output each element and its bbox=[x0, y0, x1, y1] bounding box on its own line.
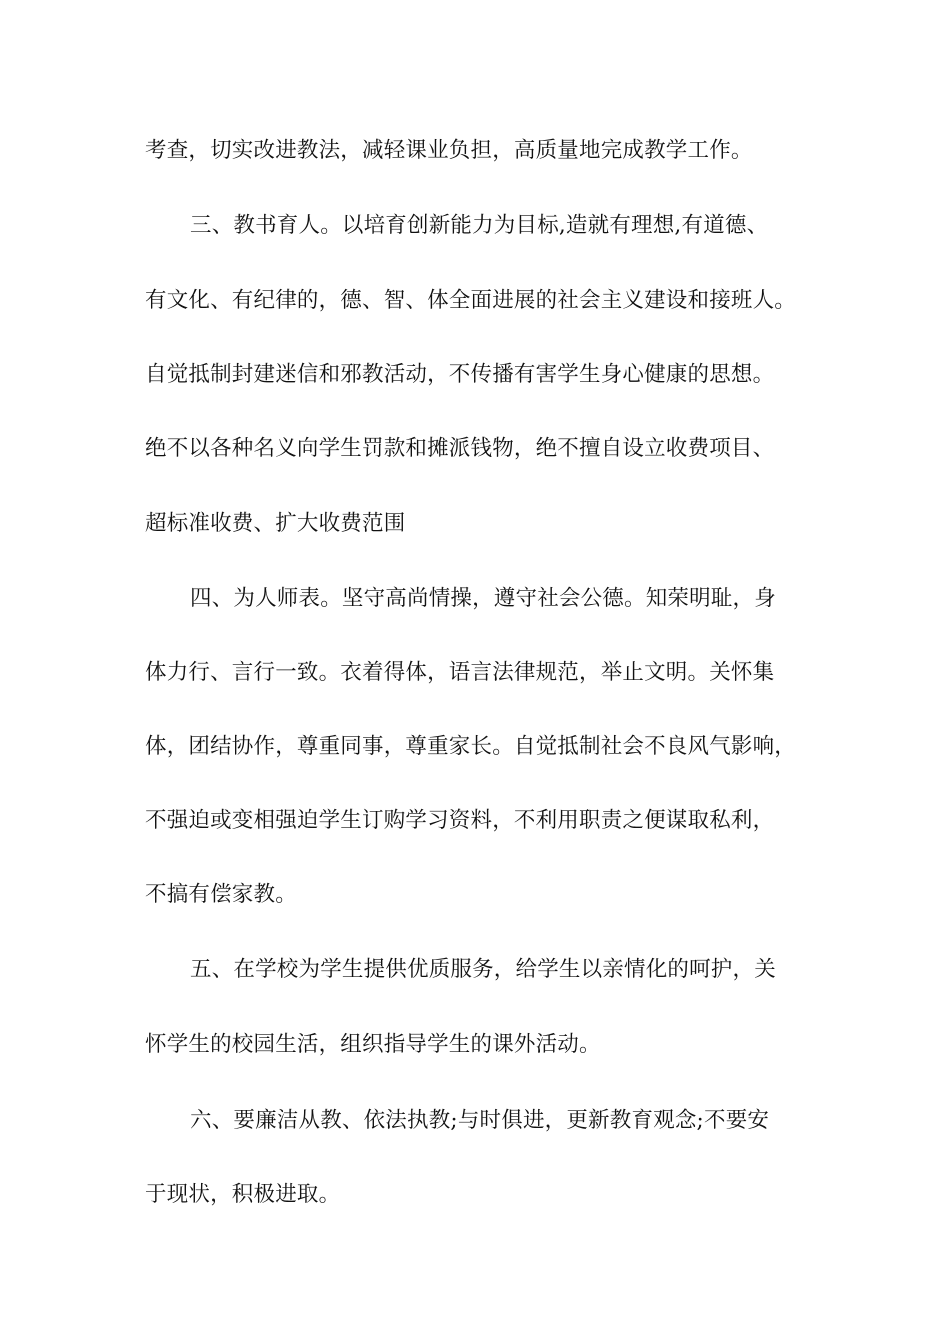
text-line: 不搞有偿家教。 bbox=[145, 882, 297, 907]
text-line: 不强迫或变相强迫学生订购学习资料，不利用职责之便谋取私利， bbox=[145, 808, 775, 833]
text-line: 自觉抵制封建迷信和邪教活动，不传播有害学生身心健康的思想。 bbox=[145, 362, 775, 387]
text-line: 体，团结协作，尊重同事，尊重家长。自觉抵制社会不良风气影响， bbox=[145, 734, 797, 759]
text-line: 有文化、有纪律的，德、智、体全面进展的社会主义建设和接班人。 bbox=[145, 288, 797, 313]
paragraph-start-line: 四、为人师表。坚守高尚情操，遵守社会公德。知荣明耻，身 bbox=[190, 586, 776, 611]
text-line: 怀学生的校园生活，组织指导学生的课外活动。 bbox=[145, 1032, 601, 1057]
paragraph-start-line: 三、教书育人。以培育创新能力为目标,造就有理想,有道德、 bbox=[190, 213, 769, 238]
text-line: 体力行、言行一致。衣着得体，语言法律规范，举止文明。关怀集 bbox=[145, 660, 775, 685]
text-line: 绝不以各种名义向学生罚款和摊派钱物，绝不擅自设立收费项目、 bbox=[145, 436, 775, 461]
paragraph-start-line: 五、在学校为学生提供优质服务，给学生以亲情化的呵护，关 bbox=[190, 957, 776, 982]
text-line: 于现状，积极进取。 bbox=[145, 1182, 341, 1207]
text-line: 超标准收费、扩大收费范围 bbox=[145, 511, 406, 536]
paragraph-start-line: 六、要廉洁从教、依法执教;与时俱进，更新教育观念;不要安 bbox=[190, 1108, 770, 1133]
text-line: 考查，切实改进教法，减轻课业负担，高质量地完成教学工作。 bbox=[145, 138, 753, 163]
